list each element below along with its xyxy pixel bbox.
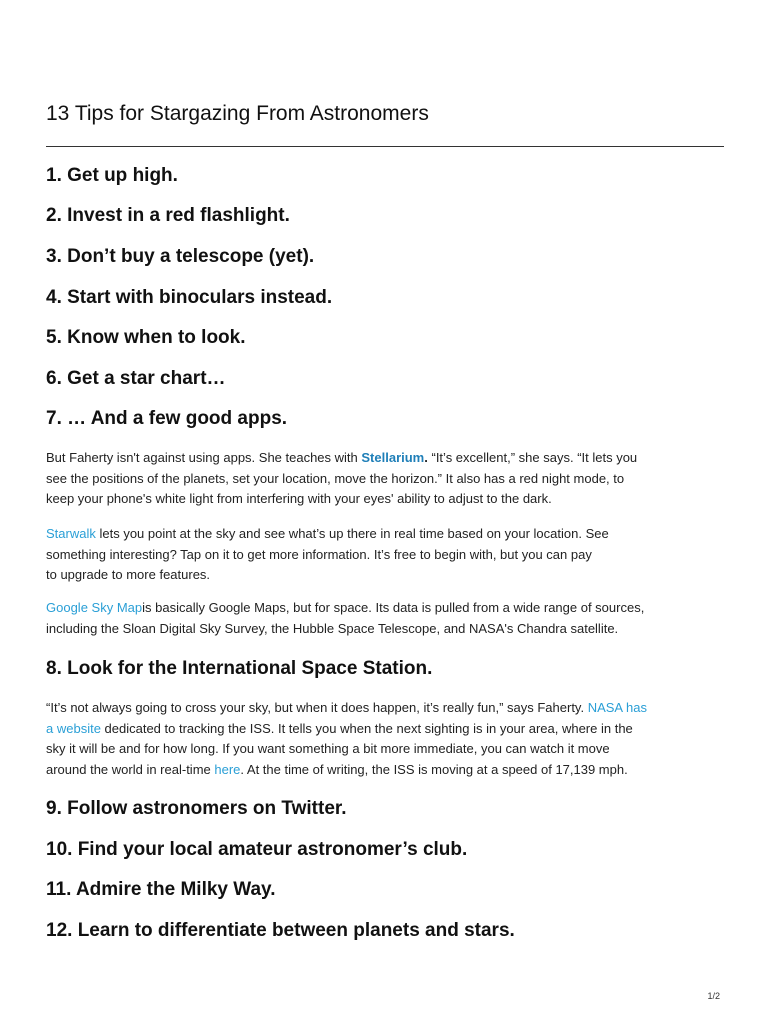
- tip-3-heading: 3. Don’t buy a telescope (yet).: [46, 246, 315, 267]
- starwalk-line-2: something interesting? Tap on it to get more information. It’s free to begin with, but you can pay: [46, 546, 592, 562]
- tip-11-heading: 11. Admire the Milky Way.: [46, 879, 276, 900]
- sky-map-line-2: including the Sloan Digital Sky Survey, the Hubble Space Telescope, and NASA's Chandra satellite.: [46, 620, 619, 636]
- sky-map-line-1: Google Sky Mapis basically Google Maps, but for space. Its data is pulled from a wide range of sources,: [46, 600, 645, 615]
- nasa-website-link[interactable]: NASA has: [587, 700, 647, 715]
- starwalk-line-1: Starwalk lets you point at the sky and see what’s up there in real time based on your location. See: [46, 526, 609, 541]
- starwalk-line-3: to upgrade to more features.: [46, 567, 211, 582]
- iss-line-4: around the world in real-time here. At the time of writing, the ISS is moving at a speed of 17,139 mph.: [46, 761, 628, 777]
- tip-2-heading: 2. Invest in a red flashlight.: [46, 205, 290, 226]
- iss-paragraph: [46, 698, 724, 780]
- google-sky-map-link[interactable]: Google Sky Map: [46, 600, 143, 615]
- tip-5-heading: 5. Know when to look.: [46, 327, 246, 348]
- tip-8-heading: 8. Look for the International Space Station.: [46, 658, 433, 679]
- starwalk-paragraph: [46, 524, 724, 586]
- tip-4-heading: 4. Start with binoculars instead.: [46, 287, 333, 308]
- page-number: 1/2: [707, 991, 720, 1001]
- tip-9-heading: 9. Follow astronomers on Twitter.: [46, 798, 347, 819]
- sky-map-paragraph: [46, 598, 724, 639]
- apps-line-1: But Faherty isn't against using apps. She teaches with Stellarium. “It’s excellent,” she says. “It lets you: [46, 450, 638, 465]
- title-divider: [46, 146, 724, 147]
- iss-line-1: “It’s not always going to cross your sky, but when it does happen, it’s really fun,” says Faherty. NASA has: [46, 700, 647, 715]
- tip-7-heading: 7. … And a few good apps.: [46, 408, 288, 429]
- tip-10-heading: 10. Find your local amateur astronomer’s club.: [46, 839, 468, 860]
- nasa-website-link-cont[interactable]: a website: [46, 720, 101, 736]
- apps-line-3: keep your phone's white light from interfering with your eyes' ability to adjust to the dark.: [46, 491, 552, 506]
- iss-live-link[interactable]: here: [214, 761, 241, 777]
- starwalk-link[interactable]: Starwalk: [46, 526, 96, 541]
- stellarium-link[interactable]: Stellarium: [361, 450, 425, 465]
- apps-line-2: see the positions of the planets, set your location, move the horizon.” It also has a red night mode, to: [46, 470, 625, 486]
- tip-6-heading: 6. Get a star chart…: [46, 368, 226, 389]
- apps-paragraph: [46, 448, 724, 510]
- iss-line-3: sky it will be and for how long. If you want something a bit more immediate, you can watch it move: [46, 741, 610, 756]
- iss-line-2: a website dedicated to tracking the ISS. It tells you when the next sighting is in your area, where in the: [46, 720, 633, 736]
- tip-1-heading: 1. Get up high.: [46, 165, 178, 186]
- page-title: 13 Tips for Stargazing From Astronomers: [46, 102, 429, 125]
- tip-12-heading: 12. Learn to differentiate between planets and stars.: [46, 920, 515, 941]
